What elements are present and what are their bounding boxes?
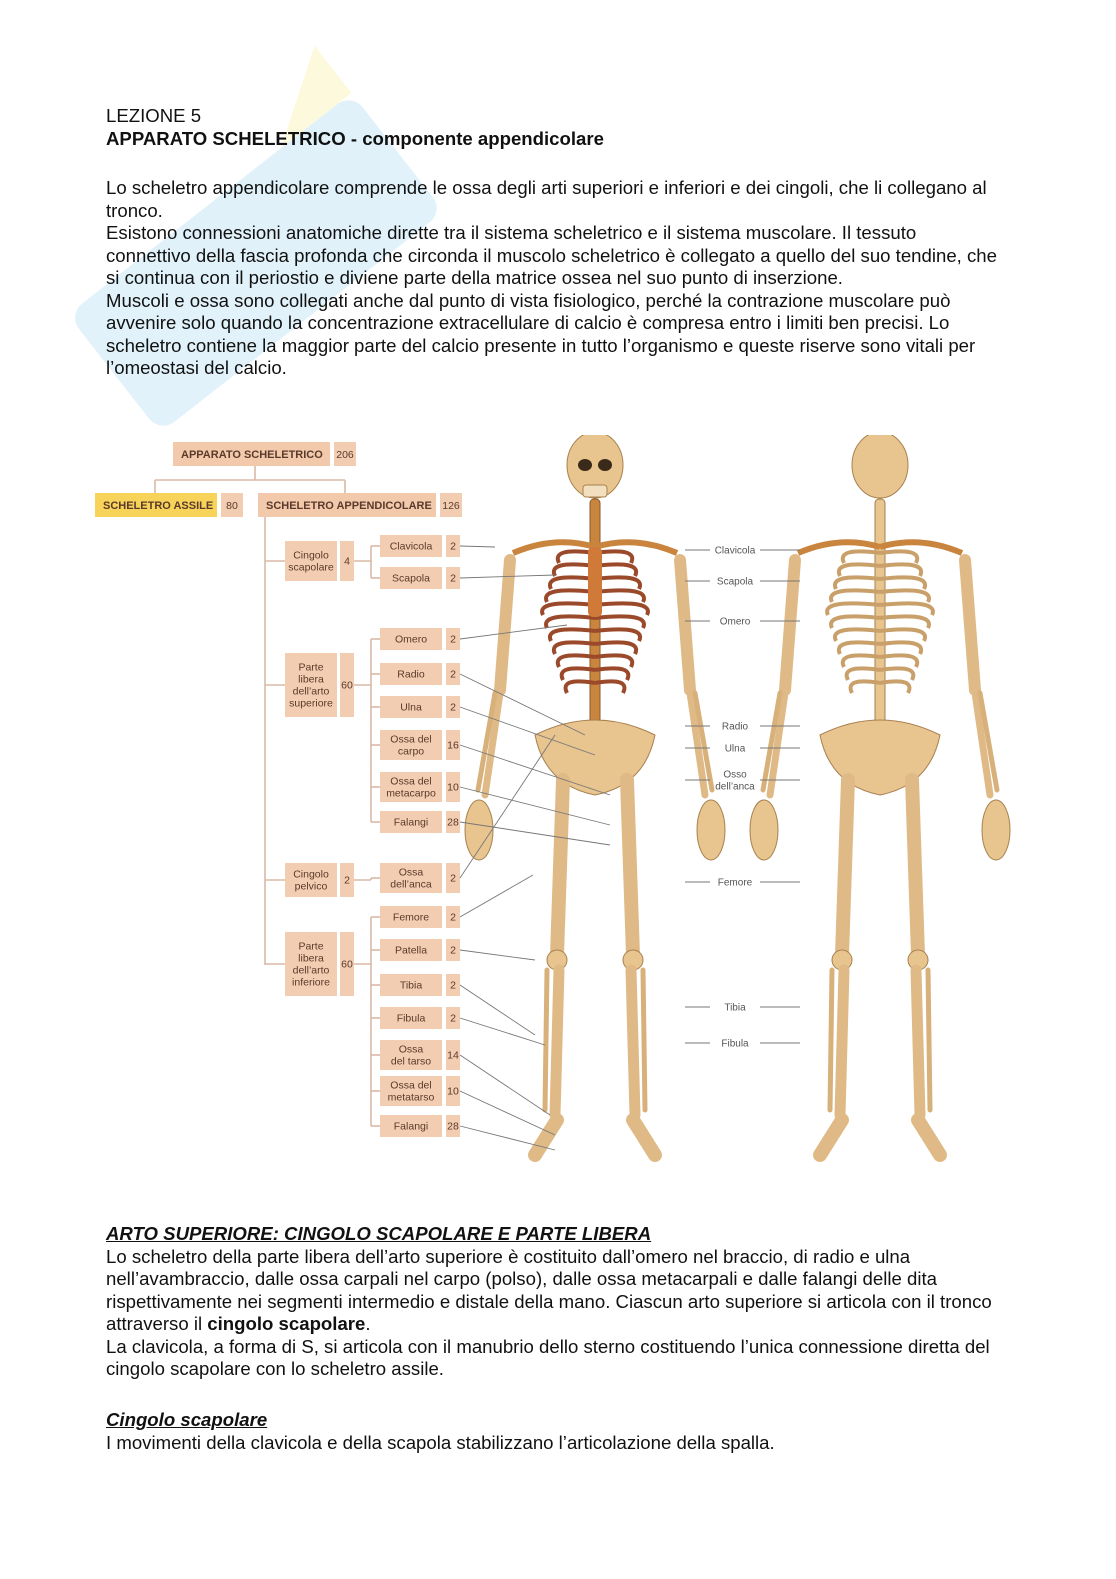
femur xyxy=(557,780,563,955)
label-line: libera xyxy=(298,952,324,965)
bone-count: 10 xyxy=(447,781,459,794)
label-line: Omero xyxy=(394,633,428,646)
humerus xyxy=(500,560,510,690)
fibula xyxy=(830,970,832,1110)
assile-count: 80 xyxy=(226,500,238,512)
rib xyxy=(835,577,880,589)
label-line: Ulna xyxy=(724,743,746,755)
bone-count: 28 xyxy=(447,816,459,829)
label-line: Radio xyxy=(397,668,425,681)
label-line: pelvico xyxy=(294,880,328,893)
skeleton-label xyxy=(718,878,753,889)
rib xyxy=(554,642,595,654)
label-line: Falangi xyxy=(393,816,429,829)
rib xyxy=(831,616,880,628)
rib xyxy=(880,642,921,654)
rib xyxy=(546,590,595,602)
bone-label xyxy=(397,669,425,681)
rib xyxy=(835,629,880,641)
bold-term: cingolo scapolare xyxy=(207,1313,366,1334)
eye-socket xyxy=(578,459,592,471)
femur xyxy=(627,780,633,955)
bone-label xyxy=(393,912,429,924)
rib xyxy=(843,551,880,563)
bone-trunk xyxy=(354,917,371,1126)
rib xyxy=(843,655,880,667)
skeleton-label xyxy=(720,617,751,628)
rib xyxy=(558,655,595,667)
label-line: Ossa del xyxy=(390,775,432,788)
section-paragraph-2: La clavicola, a forma di S, si articola con il manubrio dello sterno costituendo l’unica connessione diretta del cingolo scapolare con lo scheletro assile. xyxy=(106,1335,990,1379)
label-line: Ossa xyxy=(398,866,424,879)
rib xyxy=(827,603,880,615)
foot xyxy=(918,1120,940,1155)
tibia xyxy=(555,970,559,1115)
group-label xyxy=(293,869,329,893)
fibula xyxy=(643,970,645,1110)
rib xyxy=(595,629,640,641)
root-count: 206 xyxy=(336,449,354,461)
pelvis xyxy=(535,720,655,795)
femur xyxy=(912,780,918,955)
rib xyxy=(880,616,929,628)
bone-leader xyxy=(460,1018,545,1045)
skeleton-front xyxy=(465,435,725,1155)
label-line: Clavicola xyxy=(714,545,756,557)
rib xyxy=(880,629,925,641)
label-line: Tibia xyxy=(724,1002,746,1014)
intro-paragraph-2: Esistono connessioni anatomiche dirette tra il sistema scheletrico e il sistema muscolare. Il tessuto connettivo della fascia profonda che circonda il muscolo scheletrico è collegato a quello del suo tendine, che si continua con il periostio e diviene parte della matrice ossea nel suo punto di inserzione. xyxy=(106,222,997,288)
bone-label xyxy=(400,702,422,714)
bone-leader xyxy=(460,1091,555,1135)
label-line: Scapola xyxy=(716,576,754,588)
skeleton-label xyxy=(715,546,756,557)
bone-label xyxy=(394,817,428,829)
subsection-heading: Cingolo scapolare xyxy=(106,1409,268,1430)
rib xyxy=(550,629,595,641)
label-line: Cingolo xyxy=(293,549,329,562)
fibula xyxy=(545,970,547,1110)
label-line: dell’arto xyxy=(292,964,330,977)
paragraph-text: Lo scheletro della parte libera dell’arto superiore è costituito dall’omero nel braccio, di radio e ulna nell’avambraccio, dalle ossa carpali nel carpo (polso), dalle ossa metacarpali e dalle falangi delle dita rispettivamente nei segmenti intermedio e distale della mano. Ciascun arto superiore si articola con il tronco attraverso il xyxy=(106,1245,992,1334)
bone-count: 2 xyxy=(450,944,456,957)
subsection-paragraph: I movimenti della clavicola e della scapola stabilizzano l’articolazione della spalla. xyxy=(106,1431,775,1453)
bone-leader xyxy=(460,985,535,1035)
label-line: Femore xyxy=(717,877,753,889)
section-heading: ARTO SUPERIORE: CINGOLO SCAPOLARE E PARTE LIBERA xyxy=(106,1223,652,1244)
label-line: dell’anca xyxy=(390,878,432,891)
bone-trunk xyxy=(354,639,371,822)
bone-count: 28 xyxy=(447,1120,459,1133)
label-line: dell’anca xyxy=(715,781,755,793)
appendicolare-label: SCHELETRO APPENDICOLARE xyxy=(266,500,432,512)
rib xyxy=(880,603,933,615)
group-count: 60 xyxy=(341,679,353,692)
eye-socket xyxy=(598,459,612,471)
bone-count: 2 xyxy=(450,1012,456,1025)
appendicolare-count: 126 xyxy=(442,500,460,512)
bone-label xyxy=(392,573,430,585)
fibula xyxy=(928,970,930,1110)
group-label xyxy=(288,550,334,574)
intro-paragraph-3: Muscoli e ossa sono collegati anche dal punto di vista fisiologico, perché la contrazione muscolare può avvenire solo quando la concentrazione extracellulare di calcio è compresa entro i limiti ben precisi. Lo scheletro contiene la maggior parte del calcio presente in tutto l’organismo e queste riserve sono vitali per l’omeostasi del calcio. xyxy=(106,289,976,378)
label-line: carpo xyxy=(397,745,425,758)
label-line: Ossa xyxy=(398,1043,424,1056)
bone-leader xyxy=(460,546,495,547)
label-line: scapolare xyxy=(288,561,334,574)
bone-count: 2 xyxy=(450,872,456,885)
page-title: APPARATO SCHELETRICO - componente appendicolare xyxy=(106,127,604,149)
label-line: Fibula xyxy=(396,1012,426,1025)
tibia xyxy=(916,970,920,1115)
skeleton-labels xyxy=(715,546,756,1050)
bone-label xyxy=(400,980,423,992)
label-line: Omero xyxy=(719,616,751,628)
rib xyxy=(595,590,644,602)
humerus xyxy=(785,560,795,690)
rib xyxy=(880,577,925,589)
paragraph-end: . xyxy=(365,1313,371,1334)
bone-trunk xyxy=(354,546,371,578)
lesson-header xyxy=(106,105,1006,150)
rib xyxy=(839,642,880,654)
bone-label xyxy=(386,776,436,800)
label-line: Parte xyxy=(298,940,324,953)
bone-count: 10 xyxy=(447,1085,459,1098)
tibia xyxy=(840,970,844,1115)
bone-count: 2 xyxy=(450,540,456,553)
label-line: Cingolo xyxy=(293,868,329,881)
group-count: 2 xyxy=(344,874,350,887)
label-line: Falangi xyxy=(393,1120,429,1133)
skeleton-label xyxy=(717,577,754,588)
hand xyxy=(982,800,1010,860)
humerus xyxy=(680,560,690,690)
hierarchy-boxes xyxy=(95,442,462,1137)
section-arto-superiore xyxy=(106,1223,1006,1381)
rib xyxy=(546,616,595,628)
hand xyxy=(465,800,493,860)
section-paragraph-1 xyxy=(106,1246,1006,1336)
rib xyxy=(880,564,921,576)
bone-trunk xyxy=(354,878,371,880)
skeleton-label xyxy=(721,1039,749,1050)
bone-label xyxy=(390,541,433,553)
bone-leader xyxy=(460,950,535,960)
label-line: dell’arto xyxy=(292,685,330,698)
rib xyxy=(880,590,929,602)
label-line: metatarso xyxy=(387,1091,435,1104)
label-line: Radio xyxy=(721,721,749,733)
lesson-number: LEZIONE 5 xyxy=(106,105,202,126)
group-count: 4 xyxy=(344,555,350,568)
bone-count: 2 xyxy=(450,911,456,924)
label-line: Patella xyxy=(394,944,428,957)
bone-leader xyxy=(460,1055,550,1115)
bone-count: 16 xyxy=(447,739,459,752)
skeleton-back xyxy=(750,435,1010,1155)
foot xyxy=(820,1120,842,1155)
intro-paragraph-1: Lo scheletro appendicolare comprende le ossa degli arti superiori e inferiori e dei cingoli, che li collegano al tronco. xyxy=(106,177,987,221)
tibia xyxy=(631,970,635,1115)
label-line: inferiore xyxy=(292,976,330,989)
bone-count: 14 xyxy=(447,1049,459,1062)
skeleton-diagram xyxy=(95,435,1015,1180)
rib xyxy=(542,603,595,615)
assile-label: SCHELETRO ASSILE xyxy=(103,500,214,512)
bone-count: 2 xyxy=(450,979,456,992)
section-cingolo-scapolare xyxy=(106,1409,1006,1454)
femur xyxy=(842,780,848,955)
bone-label xyxy=(395,945,427,957)
rib xyxy=(595,642,636,654)
hand xyxy=(750,800,778,860)
root-label: APPARATO SCHELETRICO xyxy=(181,449,323,461)
intro-text xyxy=(106,177,1006,380)
label-line: Scapola xyxy=(392,572,430,585)
bone-count: 2 xyxy=(450,572,456,585)
sternum xyxy=(588,547,602,617)
group-count: 60 xyxy=(341,958,353,971)
hand xyxy=(697,800,725,860)
label-line: Tibia xyxy=(399,979,423,992)
jaw xyxy=(583,485,607,497)
root-connector xyxy=(155,466,345,493)
rib xyxy=(839,564,880,576)
label-line: Fibula xyxy=(721,1038,749,1050)
label-line: Ossa del xyxy=(390,733,432,746)
humerus xyxy=(965,560,975,690)
bone-leader xyxy=(460,875,533,917)
label-line: Clavicola xyxy=(389,540,433,553)
label-line: Parte xyxy=(298,661,324,674)
label-line: Ossa del xyxy=(390,1079,432,1092)
rib xyxy=(880,551,917,563)
foot xyxy=(633,1120,655,1155)
skeleton-label xyxy=(715,770,755,793)
bone-count: 2 xyxy=(450,668,456,681)
bone-count: 2 xyxy=(450,633,456,646)
bone-count: 2 xyxy=(450,701,456,714)
label-line: libera xyxy=(298,673,324,686)
bone-label xyxy=(397,1013,426,1025)
rib xyxy=(595,655,632,667)
rib xyxy=(595,603,648,615)
label-line: metacarpo xyxy=(386,787,436,800)
bone-label xyxy=(395,634,427,646)
bone-label xyxy=(388,1080,435,1104)
skeleton-label xyxy=(725,744,746,755)
rib xyxy=(831,590,880,602)
pelvis xyxy=(820,720,940,795)
spine xyxy=(875,499,885,729)
skeleton-label xyxy=(722,722,749,733)
label-line: Ulna xyxy=(400,701,422,714)
bone-label xyxy=(394,1121,428,1133)
skull xyxy=(852,435,908,498)
skeleton-figure xyxy=(95,435,1015,1180)
rib xyxy=(595,616,644,628)
label-line: Osso xyxy=(723,769,747,781)
rib xyxy=(880,655,917,667)
label-line: Femore xyxy=(392,911,430,924)
label-line: del tarso xyxy=(390,1055,432,1068)
label-line: superiore xyxy=(289,697,333,710)
skeleton-label xyxy=(724,1003,746,1014)
